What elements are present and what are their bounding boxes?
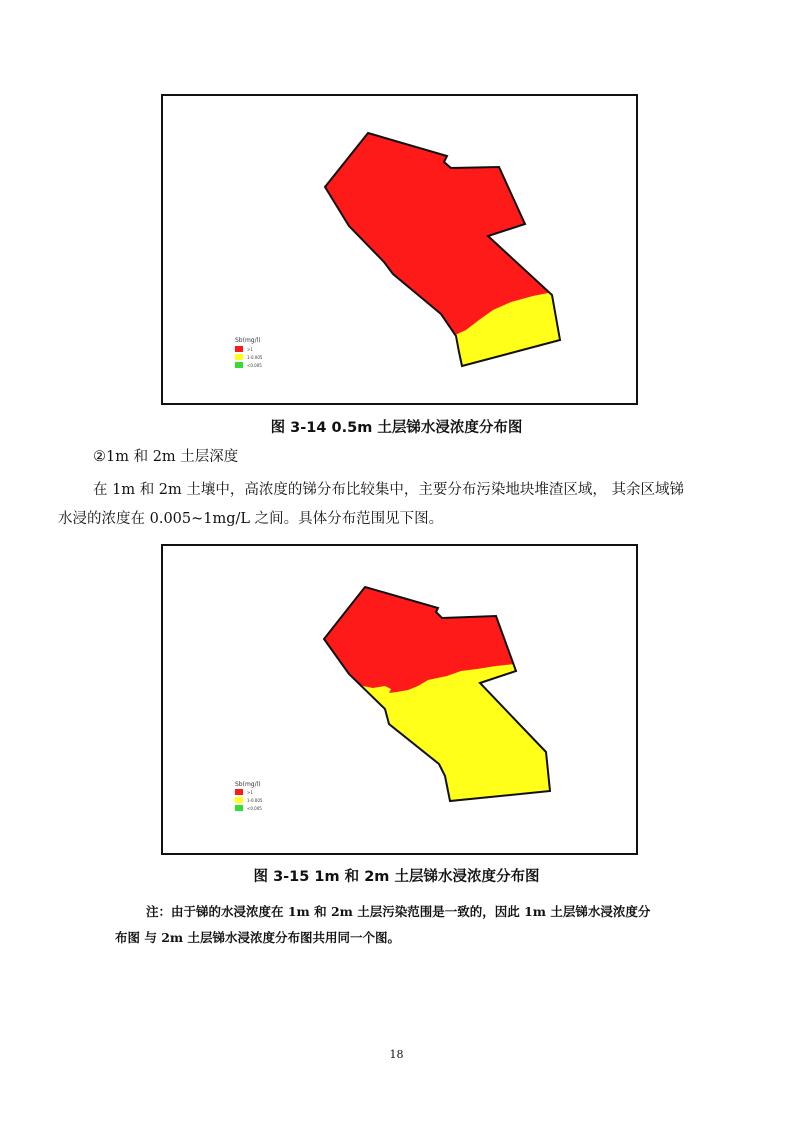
legend-title: Sb(mg/l) [235,337,261,344]
section-heading: ②1m 和 2m 土层深度 [93,449,239,465]
zone-medium [163,546,636,853]
legend-label-medium: 1-0.005 [247,798,263,803]
note-line-2: 布图 与 2m 土层锑水浸浓度分布图共用同一个图。 [115,930,400,945]
legend-label-high: >1 [247,790,253,795]
zone-high [303,576,563,693]
note-line-1: 注：由于锑的水浸浓度在 1m 和 2m 土层污染范围是一致的，因此 1m 土层锑水浸浓度分 [146,904,651,919]
figure-3-15-caption: 图 3-15 1m 和 2m 土层锑水浸浓度分布图 [253,869,540,885]
figure-3-14-map [161,94,638,405]
concentration-map-1m-2m [163,546,636,853]
legend-swatch-medium [235,797,243,803]
legend [235,337,263,368]
legend-swatch-low [235,362,243,368]
legend-swatch-low [235,805,243,811]
paragraph-line-1: 在 1m 和 2m 土壤中，高浓度的锑分布比较集中，主要分布污染地块堆渣区域， 其余区域锑 [93,482,684,498]
legend-title: Sb(mg/l) [235,781,261,788]
figure-3-14-caption: 图 3-14 0.5m 土层锑水浸浓度分布图 [270,420,523,436]
concentration-map-0-5m [163,96,636,403]
legend [235,781,263,811]
legend-label-medium: 1-0.005 [247,355,263,360]
paragraph-line-2: 水浸的浓度在 0.005~1mg/L 之间。具体分布范围见下图。 [58,511,444,527]
legend-swatch-high [235,346,243,352]
legend-label-high: >1 [247,347,253,352]
legend-label-low: <0.005 [247,806,262,811]
figure-3-15-map [161,544,638,855]
page-number: 18 [389,1048,404,1061]
legend-swatch-high [235,789,243,795]
legend-swatch-medium [235,354,243,360]
legend-label-low: <0.005 [247,363,262,368]
